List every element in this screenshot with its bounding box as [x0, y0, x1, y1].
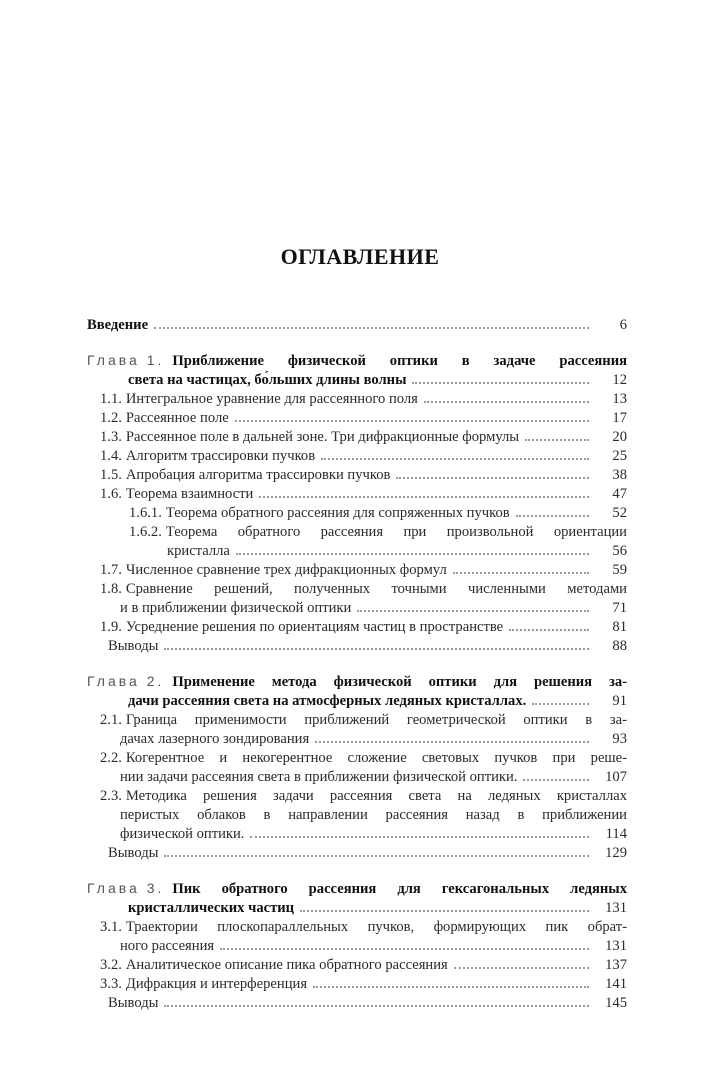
toc-line — [87, 899, 627, 918]
page-number: 81 — [612, 619, 627, 635]
dot-leader — [259, 496, 589, 498]
page-title: ОГЛАВЛЕНИЕ — [280, 244, 440, 269]
dot-leader — [453, 572, 589, 574]
section-number: 1.8. — [100, 581, 122, 597]
toc-line — [100, 749, 627, 768]
section-gap — [87, 656, 627, 672]
chapter-prefix: Глава 2. — [87, 673, 165, 689]
dot-leader — [532, 703, 589, 705]
dot-leader — [235, 420, 589, 422]
toc-entry[interactable] — [87, 428, 627, 447]
page-number: 93 — [612, 731, 627, 747]
entry-title: Введение — [87, 317, 149, 333]
entry-title: дачи рассеяния света на атмосферных ледяных кристаллах. — [128, 693, 527, 709]
toc-entry[interactable] — [87, 956, 627, 975]
entry-title: Приближение физической оптики в задаче рассеяния — [172, 353, 627, 369]
table-of-contents — [87, 316, 627, 1013]
dot-leader — [396, 477, 589, 479]
section-number: 1.3. — [100, 429, 122, 445]
entry-title: Аналитическое описание пика обратного рассеяния — [125, 957, 448, 973]
toc-line — [129, 542, 627, 561]
toc-entry[interactable] — [87, 994, 627, 1013]
dot-leader — [523, 779, 589, 781]
toc-entry[interactable] — [87, 711, 627, 749]
toc-entry[interactable] — [87, 504, 627, 523]
entry-title: Выводы — [108, 638, 159, 654]
entry-title: перистых облаков в направлении рассеяния назад в приближении — [120, 807, 627, 823]
toc-line — [100, 580, 627, 599]
toc-line — [100, 768, 627, 787]
section-number: 3.3. — [100, 976, 122, 992]
toc-entry[interactable] — [87, 390, 627, 409]
section-number: 1.6.1. — [129, 505, 162, 521]
dot-leader — [509, 629, 589, 631]
toc-line — [129, 504, 627, 523]
toc-line — [100, 825, 627, 844]
toc-line — [100, 918, 627, 937]
entry-title: Интегральное уравнение для рассеянного поля — [125, 391, 418, 407]
dot-leader — [164, 855, 589, 857]
entry-title: кристалла — [167, 543, 230, 559]
section-number: 2.3. — [100, 788, 122, 804]
toc-entry[interactable] — [87, 618, 627, 637]
dot-leader — [164, 648, 589, 650]
entry-title: дачах лазерного зондирования — [120, 731, 310, 747]
toc-entry[interactable] — [87, 844, 627, 863]
dot-leader — [321, 458, 589, 460]
toc-line — [100, 711, 627, 730]
section-number: 2.2. — [100, 750, 122, 766]
dot-leader — [412, 382, 589, 384]
page-number: 71 — [612, 600, 627, 616]
page-number: 107 — [605, 769, 627, 785]
page-number: 131 — [605, 900, 627, 916]
dot-leader — [315, 741, 589, 743]
toc-entry[interactable] — [87, 447, 627, 466]
toc-entry[interactable] — [87, 316, 627, 335]
section-number: 1.6.2. — [129, 524, 162, 540]
entry-title: Численное сравнение трех дифракционных формул — [125, 562, 447, 578]
toc-entry[interactable] — [87, 561, 627, 580]
page-number: 6 — [619, 317, 627, 333]
entry-title: Апробация алгоритма трассировки пучков — [125, 467, 391, 483]
chapter-prefix: Глава 1. — [87, 352, 165, 368]
page-number: 13 — [612, 391, 627, 407]
page-number: 25 — [612, 448, 627, 464]
page-number: 59 — [612, 562, 627, 578]
section-number: 1.4. — [100, 448, 122, 464]
toc-line — [100, 599, 627, 618]
entry-title: Сравнение решений, полученных точными численными методами — [125, 581, 627, 597]
section-number: 3.1. — [100, 919, 122, 935]
toc-chapter-entry[interactable] — [87, 879, 627, 918]
page-number: 17 — [612, 410, 627, 426]
toc-line — [108, 637, 627, 656]
page-number: 20 — [612, 429, 627, 445]
chapter-prefix: Глава 3. — [87, 880, 165, 896]
dot-leader — [424, 401, 589, 403]
section-number: 1.5. — [100, 467, 122, 483]
toc-line — [87, 316, 627, 335]
toc-line — [87, 351, 627, 371]
toc-entry[interactable] — [87, 749, 627, 787]
page-number: 141 — [605, 976, 627, 992]
toc-entry[interactable] — [87, 787, 627, 844]
toc-entry[interactable] — [87, 409, 627, 428]
entry-title: Граница применимости приближений геометрической оптики в за- — [125, 712, 627, 728]
toc-line — [108, 844, 627, 863]
dot-leader — [164, 1005, 589, 1007]
dot-leader — [154, 327, 589, 329]
section-gap — [87, 863, 627, 879]
toc-line — [100, 787, 627, 806]
entry-title: и в приближении физической оптики — [120, 600, 352, 616]
toc-entry[interactable] — [87, 975, 627, 994]
page-number: 56 — [612, 543, 627, 559]
toc-line — [100, 466, 627, 485]
section-number: 1.6. — [100, 486, 122, 502]
page-number: 131 — [605, 938, 627, 954]
section-number: 2.1. — [100, 712, 122, 728]
toc-line — [100, 409, 627, 428]
toc-line — [87, 879, 627, 899]
toc-line — [100, 937, 627, 956]
toc-entry[interactable] — [87, 485, 627, 504]
dot-leader — [525, 439, 589, 441]
toc-line — [87, 672, 627, 692]
dot-leader — [454, 967, 589, 969]
page-number: 91 — [612, 693, 627, 709]
dot-leader — [300, 910, 589, 912]
toc-line — [100, 618, 627, 637]
entry-title: Теорема обратного рассеяния для сопряженных пучков — [165, 505, 510, 521]
toc-line — [100, 730, 627, 749]
page-number: 47 — [612, 486, 627, 502]
dot-leader — [236, 553, 589, 555]
section-number: 1.2. — [100, 410, 122, 426]
entry-title: Рассеянное поле — [125, 410, 229, 426]
section-number: 1.1. — [100, 391, 122, 407]
entry-title: Когерентное и некогерентное сложение световых пучков при реше- — [125, 750, 627, 766]
page-number: 114 — [605, 826, 627, 842]
dot-leader — [220, 948, 589, 950]
dot-leader — [516, 515, 589, 517]
toc-line — [100, 447, 627, 466]
entry-title: кристаллических частиц — [128, 900, 295, 916]
entry-title: Теорема обратного рассеяния при произвольной ориентации — [165, 524, 627, 540]
toc-line — [108, 994, 627, 1013]
page-number: 137 — [605, 957, 627, 973]
entry-title: Траектории плоскопараллельных пучков, формирующих пик обрат- — [125, 919, 627, 935]
toc-line — [100, 561, 627, 580]
entry-title: Пик обратного рассеяния для гексагональных ледяных — [172, 881, 627, 897]
toc-chapter-entry[interactable] — [87, 672, 627, 711]
toc-line — [87, 692, 627, 711]
entry-title: нии задачи рассеяния света в приближении физической оптики. — [120, 769, 518, 785]
entry-title: физической оптики. — [120, 826, 245, 842]
entry-title: Выводы — [108, 995, 159, 1011]
entry-title: Дифракция и интерференция — [125, 976, 308, 992]
page-number: 38 — [612, 467, 627, 483]
section-number: 3.2. — [100, 957, 122, 973]
page-number: 88 — [612, 638, 627, 654]
toc-line — [100, 956, 627, 975]
page-number: 12 — [612, 372, 627, 388]
toc-line — [100, 485, 627, 504]
dot-leader — [357, 610, 589, 612]
page-number: 145 — [605, 995, 627, 1011]
toc-line — [100, 390, 627, 409]
dot-leader — [250, 836, 589, 838]
entry-title: Методика решения задачи рассеяния света на ледяных кристаллах — [125, 788, 627, 804]
entry-title: ного рассеяния — [120, 938, 215, 954]
entry-title: света на частицах, бо́льших длины волны — [128, 372, 407, 388]
entry-title: Алгоритм трассировки пучков — [125, 448, 316, 464]
entry-title: Применение метода физической оптики для решения за- — [172, 674, 627, 690]
toc-line — [87, 371, 627, 390]
page-number: 129 — [605, 845, 627, 861]
section-number: 1.7. — [100, 562, 122, 578]
entry-title: Усреднение решения по ориентациям частиц в пространстве — [125, 619, 504, 635]
entry-title: Рассеянное поле в дальней зоне. Три дифракционные формулы — [125, 429, 520, 445]
entry-title: Выводы — [108, 845, 159, 861]
toc-entry[interactable] — [87, 523, 627, 561]
section-number: 1.9. — [100, 619, 122, 635]
toc-entry[interactable] — [87, 918, 627, 956]
toc-entry[interactable] — [87, 637, 627, 656]
page-number: 52 — [612, 505, 627, 521]
toc-line — [100, 806, 627, 825]
toc-line — [100, 975, 627, 994]
toc-line — [100, 428, 627, 447]
section-gap — [87, 335, 627, 351]
dot-leader — [313, 986, 589, 988]
toc-entry[interactable] — [87, 580, 627, 618]
entry-title: Теорема взаимности — [125, 486, 254, 502]
toc-entry[interactable] — [87, 466, 627, 485]
toc-chapter-entry[interactable] — [87, 351, 627, 390]
toc-line — [129, 523, 627, 542]
